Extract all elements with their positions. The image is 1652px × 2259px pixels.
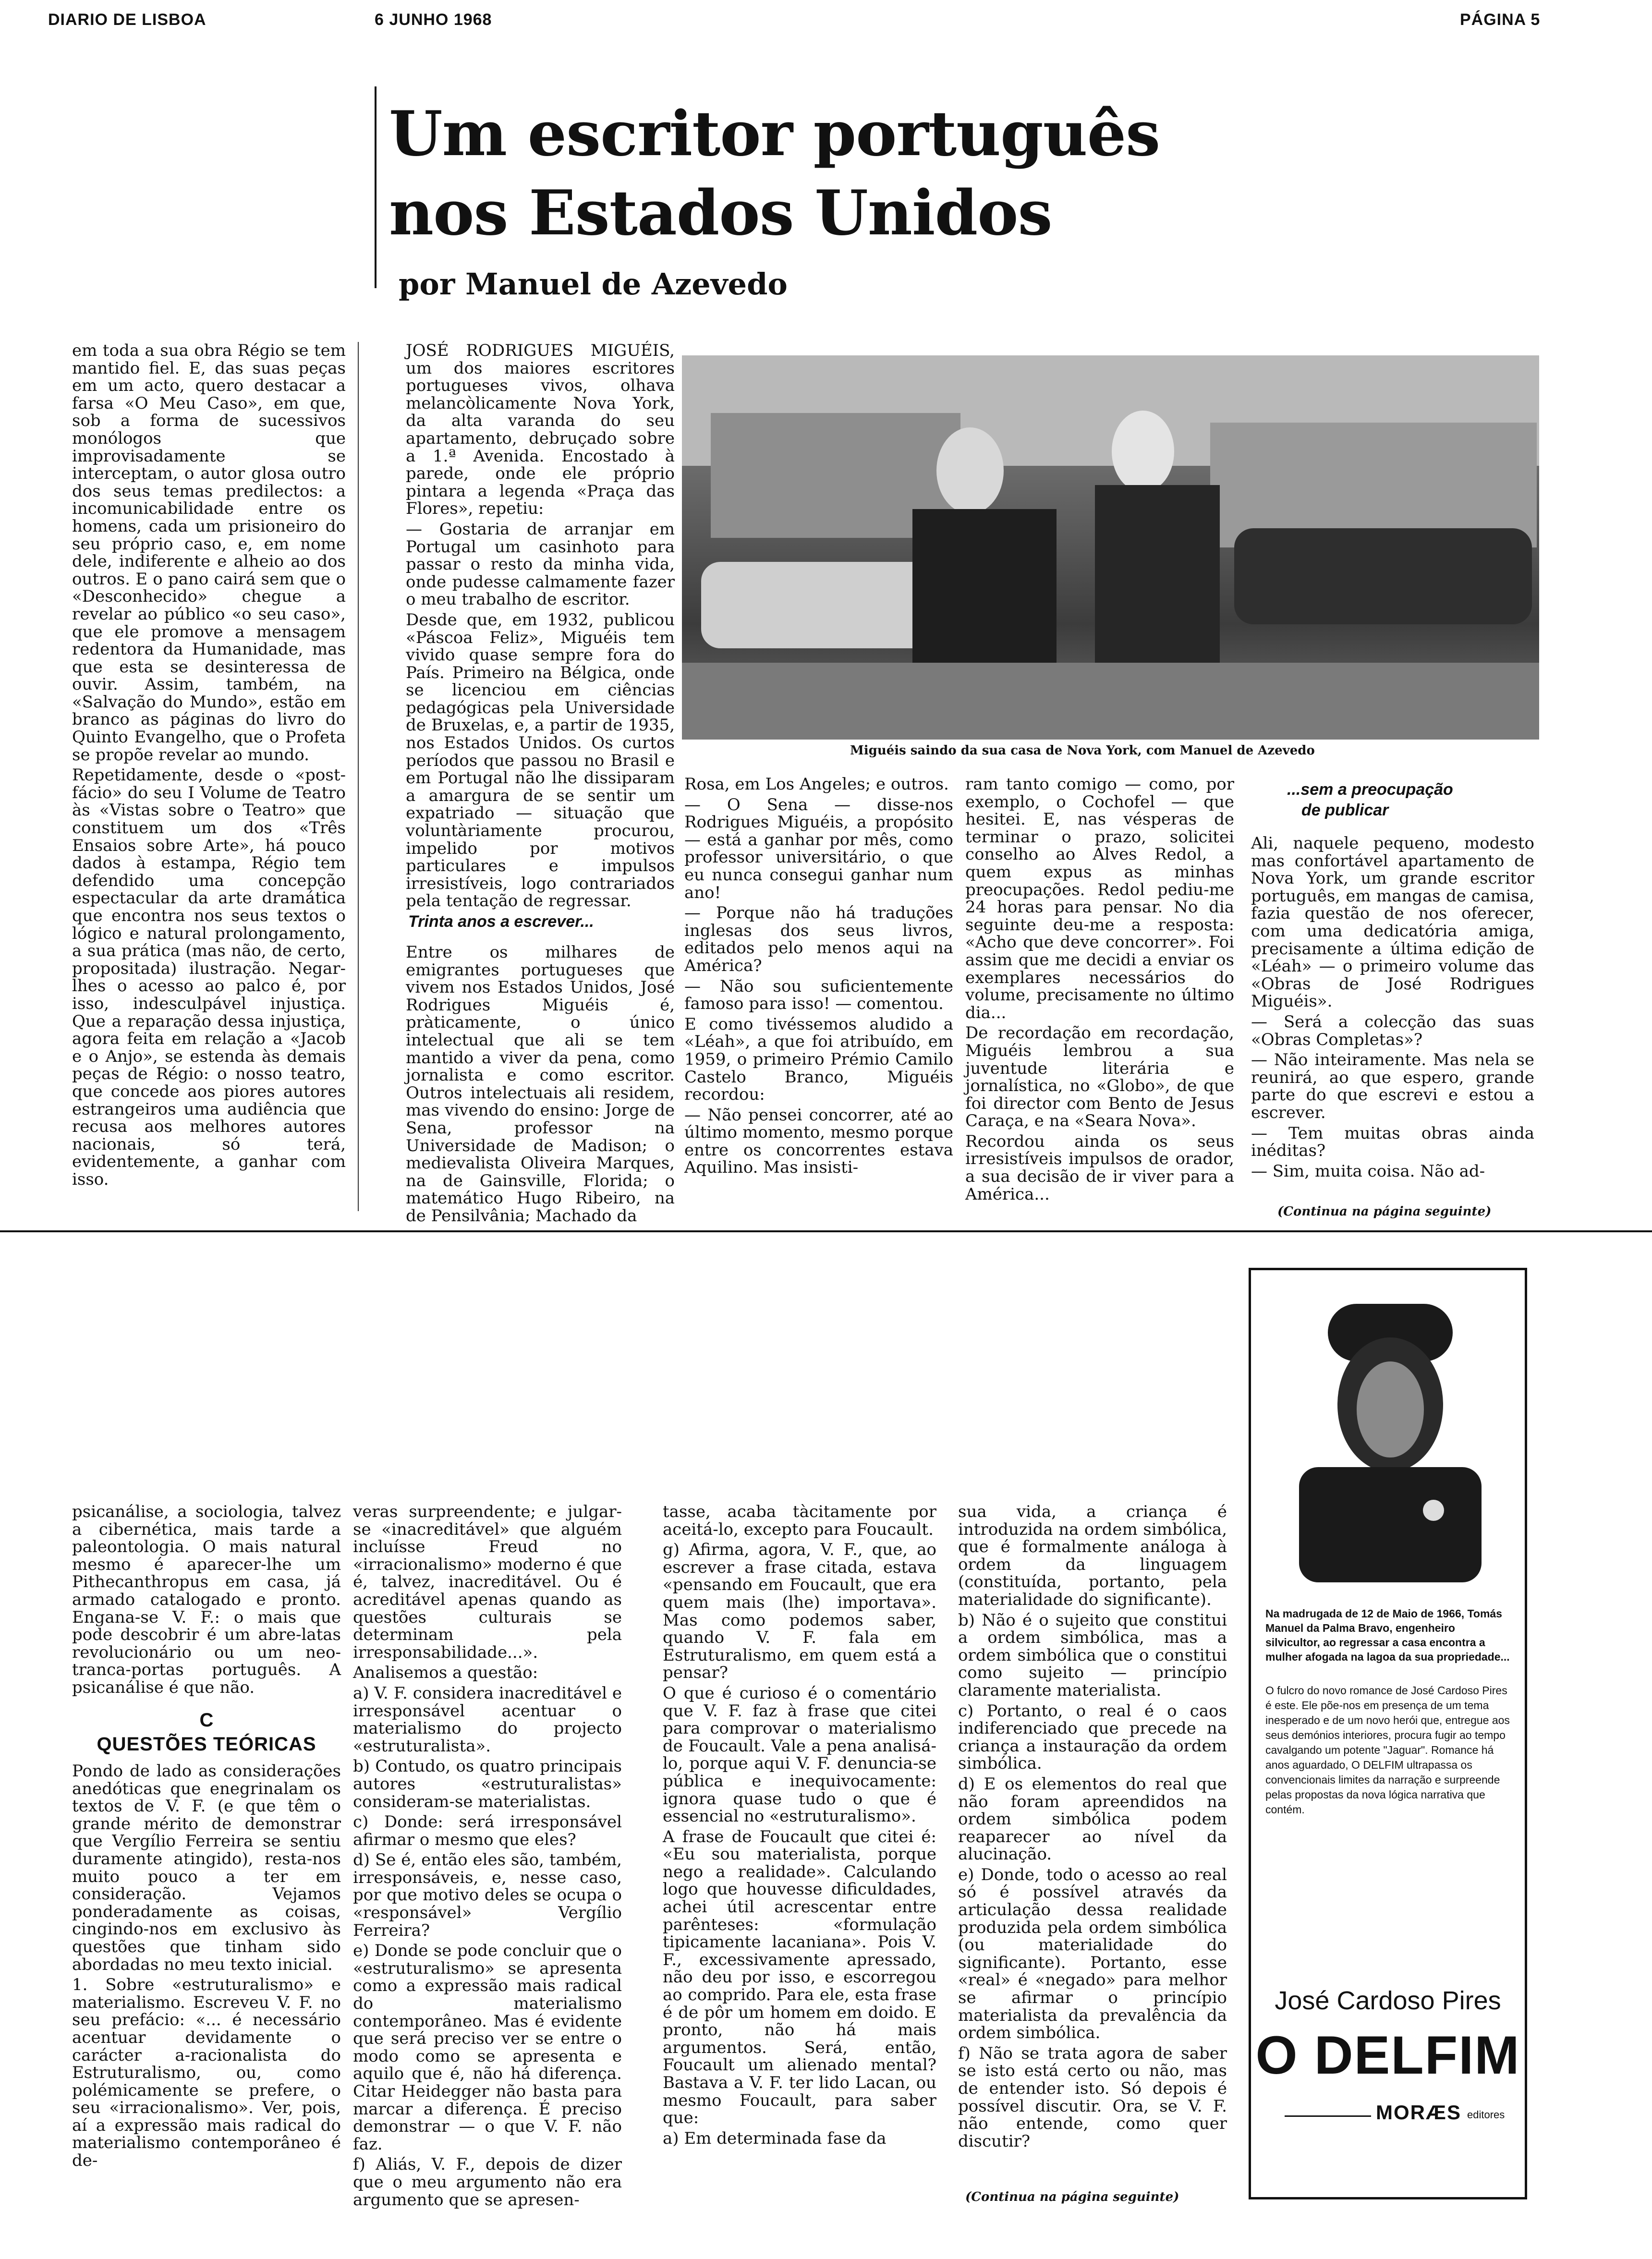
paragraph: O que é curioso é o comentário que V. F. faz à frase que citei para comprovar o materialismo de Foucault. Vale a pena analisá-lo, porque aqui V. F. denuncia-se pública e inequivocamente: ignora quase tudo o que é essencial no «estruturalismo». bbox=[663, 1683, 936, 1826]
paragraph: e) Donde, todo o acesso ao real só é possível através da articulação dessa realidade produzida pela ordem simbólica (ou materialidade do significante). Portanto, esse «real» é «negado» para melhor se afirmar o princípio materialista da prevalência da ordem simbólica. bbox=[958, 1865, 1227, 2043]
photo-migueis-azevedo bbox=[682, 355, 1539, 740]
essay-continued-note: (Continua na página seguinte) bbox=[965, 2190, 1179, 2204]
paragraph: ram tanto comigo — como, por exemplo, o Cochofel — que hesitei. E, nas vésperas de terminar o prazo, solicitei conselho ao Alves Redol, a quem expus as minhas preocupações. Redol pediu-me 24 horas para pensar. No dia seguinte deu-me a resposta: «Acho que deve concorrer». Foi assim que me decidi a enviar os exemplares necessários do volume, precisamente no último dia... bbox=[965, 775, 1234, 1022]
paragraph: d) E os elementos do real que não foram apreendidos na ordem simbólica podem reaparecer ao nível da alucinação. bbox=[958, 1774, 1227, 1864]
paragraph: — O Sena — disse-nos Rodrigues Miguéis, a propósito — está a ganhar por mês, como professor universitário, o que eu nunca consegui ganhar num ano! bbox=[684, 795, 953, 902]
advert-caption: Na madrugada de 12 de Maio de 1966, Tomás Manuel da Palma Bravo, engenheiro silvicultor, ao regressar a casa encontra a mulher afogada na lagoa da sua propriedade... bbox=[1265, 1607, 1510, 1663]
advert-portrait-illustration bbox=[1261, 1285, 1515, 1582]
paragraph: a) V. F. considera inacreditável e irresponsável acentuar o materialismo do projecto «estruturalista». bbox=[353, 1683, 622, 1756]
article-separator-rule bbox=[0, 1230, 1652, 1232]
article-column-1 bbox=[72, 342, 346, 1206]
essay-column-d bbox=[958, 1503, 1227, 2185]
essay-column-a-bottom bbox=[72, 1762, 341, 2223]
headline-line-1: Um escritor português bbox=[389, 98, 1160, 170]
paragraph: Repetidamente, desde o «post-fácio» do seu I Volume de Teatro às «Vistas sobre o Teatro» que constituem um dos «Três Ensaios sobre Arte», há pouco dados à estampa, Régio tem defendido uma concepção espectacular da arte dramática que encontra nos seus textos o lógico e natural prolongamento, a sua prática (mas não, de certo, propositada) ilustração. Negar-lhes o acesso ao palco é, por isso, indesculpável injustiça. Que a reparação dessa injustiça, agora feita em relação a «Jacob e o Anjo», se estenda às demais peças de Régio: o nosso teatro, que concede aos piores autores estrangeiros uma audiência que recusa aos melhores autores nacionais, só terá, evidentemente, a ganhar com isso. bbox=[72, 765, 346, 1189]
paragraph: b) Contudo, os quatro principais autores «estruturalistas» consideram-se materialistas. bbox=[353, 1757, 622, 1811]
section-title: QUESTÕES TEÓRICAS bbox=[97, 1734, 316, 1755]
advert-publisher-suffix: editores bbox=[1467, 2109, 1505, 2121]
paragraph: c) Donde: será irresponsável afirmar o mesmo que eles? bbox=[353, 1812, 622, 1849]
paragraph: veras surpreendente; e julgar-se «inacreditável» que alguém incluísse Freud no «irracionalismo» moderno é que é, talvez, inacreditável. Ou é acreditável apenas quando as questões culturais se determinam pela irresponsabilidade...». bbox=[353, 1502, 622, 1662]
headline-rule bbox=[375, 86, 377, 288]
paragraph: — Porque não há traduções inglesas dos seus livros, editados pelo menos aqui na América? bbox=[684, 903, 953, 975]
paragraph: e) Donde se pode concluir que o «estruturalismo» se apresenta como a expressão mais radical do materialismo contemporâneo. Mas é evidente que será preciso ver se entre o modo como se apresenta e aquilo que é, não há diferença. Citar Heidegger não basta para marcar a diferença. É preciso demonstrar — o que V. F. não faz. bbox=[353, 1941, 622, 2154]
paragraph: — Não pensei concorrer, até ao último momento, mesmo porque entre os concorrentes estava Aquilino. Mas insisti- bbox=[684, 1105, 953, 1178]
essay-column-c bbox=[663, 1503, 936, 2228]
advert-text: O fulcro do novo romance de José Cardoso Pires é este. Ele põe-nos em presença de um tema inesperado e de um novo herói que, entregue aos seus demónios interiores, procura fugir ao tempo cavalgando um potente "Jaguar". Romance há anos aguardado, O DELFIM ultrapassa os convencionais limites da narração e surpreende pelas propostas da nova lógica narrativa que contém. bbox=[1265, 1684, 1510, 1816]
paragraph: psicanálise, a sociologia, talvez a cibernética, mais tarde a paleontologia. O mais natural mesmo é aparecer-lhe um Pithecanthropus em casa, já armado catalogado e pronto. Engana-se V. F.: o mais que pode descobrir é um abre-latas revolucionário ou um neo-tranca-portas português. A psicanálise é que não. bbox=[72, 1502, 341, 1697]
subhead-sem-preocupacao-1: ...sem a preocupação bbox=[1287, 780, 1453, 799]
paragraph: sua vida, a criança é introduzida na ordem simbólica, que é formalmente análoga à ordem da linguagem (constituída, portanto, pela materialidade do significante). bbox=[958, 1502, 1227, 1609]
paragraph: tasse, acaba tàcitamente por aceitá-lo, excepto para Foucault. bbox=[663, 1502, 936, 1539]
masthead-page: PÁGINA 5 bbox=[1460, 11, 1541, 29]
paragraph: em toda a sua obra Régio se tem mantido fiel. E, das suas peças em um acto, quero destacar a farsa «O Meu Caso», em que, sob a forma de sucessivos monólogos que improvisadamente se interceptam, o autor glosa outro dos seus temas predilectos: a incomunicabilidade entre os homens, cada um prisioneiro do seu próprio caso, e, em nome dele, indiferente e alheio ao dos outros. E o pano cairá sem que o «Desconhecido» chegue a revelar ao público «o seu caso», que ele promove a mensagem redentora da Humanidade, mas que esta se desinteressa de ouvir. Assim, também, na «Salvação do Mundo», estão em branco as páginas do livro do Quinto Evangelho, que o Profeta se propõe revelar ao mundo. bbox=[72, 341, 346, 765]
essay-column-b bbox=[353, 1503, 622, 2228]
paragraph: Recordou ainda os seus irresistíveis impulsos de orador, a sua decisão de ir viver para a América... bbox=[965, 1131, 1234, 1204]
paragraph: f) Não se trata agora de saber se isto está certo ou não, mas de entender isto. Só depois é possível discutir. Ora, se V. F. não entende, como quer discutir? bbox=[958, 2043, 1227, 2151]
byline: por Manuel de Azevedo bbox=[399, 267, 788, 302]
masthead-date: 6 JUNHO 1968 bbox=[375, 11, 492, 29]
paragraph: — Tem muitas obras ainda inéditas? bbox=[1251, 1123, 1534, 1161]
paragraph: JOSÉ RODRIGUES MIGUÉIS, um dos maiores escritores portugueses vivos, olhava melancòlicamente Nova York, da alta varanda do seu apartamento, debruçado sobre a 1.ª Avenida. Encostado à parede, onde ele próprio pintara a legenda «Praça das Flores», repetiu: bbox=[406, 341, 675, 519]
paragraph: Rosa, em Los Angeles; e outros. bbox=[684, 775, 949, 794]
photo-illustration bbox=[682, 355, 1539, 740]
paragraph: d) Se é, então eles são, também, irresponsáveis, e, nesse caso, por que motivo deles se ocupa o «responsável» Vergílio Ferreira? bbox=[353, 1850, 622, 1940]
article-continued-note: (Continua na página seguinte) bbox=[1277, 1204, 1492, 1219]
advert-book-title: O DELFIM bbox=[1255, 2025, 1520, 2085]
paragraph: Pondo de lado as considerações anedóticas que enegrinalam os textos de V. F. (e que têm o grande mérito de demonstrar que Vergílio Ferreira se sentiu duramente atingido), resta-nos muito pouco a ter em consideração. Vejamos ponderadamente as coisas, cingindo-nos em exclusivo às questões que tinham sido abordadas no meu texto inicial. bbox=[72, 1761, 341, 1974]
article-column-2-top bbox=[406, 342, 675, 909]
advert-publisher-rule bbox=[1285, 2115, 1371, 2117]
essay-column-a-top bbox=[72, 1503, 341, 1743]
article-column-4 bbox=[965, 776, 1234, 1210]
paragraph: De recordação em recordação, Miguéis lembrou a sua juventude literária e jornalística, no «Globo», de que foi director com Bento de Jesus Caraça, e na «Seara Nova». bbox=[965, 1023, 1234, 1131]
paragraph: Entre os milhares de emigrantes portugueses que vivem nos Estados Unidos, José Rodrigues Miguéis é, pràticamente, o único intelectual que ali se tem mantido a viver da pena, como jornalista e como escritor. Outros intelectuais ali residem, mas vivendo do ensino: Jorge de Sena, professor na Universidade de Madison; o medievalista Oliveira Marques, na de Gainsville, Florida; o matemático Hugo Ribeiro, na de Pensilvânia; Machado da bbox=[406, 943, 675, 1226]
paragraph: a) Em determinada fase da bbox=[663, 2128, 887, 2148]
paragraph: Analisemos a questão: bbox=[353, 1663, 538, 1683]
photo-caption: Miguéis saindo da sua casa de Nova York, com Manuel de Azevedo bbox=[850, 743, 1315, 758]
paragraph: A frase de Foucault que citei é: «Eu sou materialista, porque nego a realidade». Calculando logo que houvesse dificuldades, achei útil acrescentar entre parênteses: «formulação tipicamente lacaniana». Pois V. F., excessivamente apressado, não deu por isso, e escorregou ao comprido. Para ele, esta frase é de pôr um homem em doido. E pronto, não há mais argumentos. Será, então, Foucault um alienado mental? Bastava a V. F. ter lido Lacan, ou mesmo Foucault, para saber que: bbox=[663, 1827, 936, 2128]
paragraph: E como tivéssemos aludido a «Léah», a que foi atribuído, em 1959, o primeiro Prémio Camilo Castelo Branco, Miguéis recordou: bbox=[684, 1014, 953, 1105]
paragraph: — Não inteiramente. Mas nela se reunirá, ao que espero, grande parte do que escrevi e estou a escrever. bbox=[1251, 1050, 1534, 1122]
paragraph: — Gostaria de arranjar em Portugal um casinhoto para passar o resto da minha vida, onde pudesse calmamente fazer o meu trabalho de escritor. bbox=[406, 519, 675, 609]
paragraph: f) Aliás, V. F., depois de dizer que o meu argumento não era argumento que se apresen- bbox=[353, 2155, 622, 2210]
section-letter: C bbox=[199, 1710, 214, 1731]
subhead-trinta-anos: Trinta anos a escrever... bbox=[408, 912, 594, 931]
paragraph: c) Portanto, o real é o caos indiferenciado que precede na criança a instauração da ordem simbólica. bbox=[958, 1701, 1227, 1773]
headline-line-2: nos Estados Unidos bbox=[389, 177, 1052, 249]
advert-author: José Cardoso Pires bbox=[1275, 1986, 1501, 2015]
paragraph: Desde que, em 1932, publicou «Páscoa Feliz», Miguéis tem vivido quase sempre fora do País. Primeiro na Bélgica, onde se licenciou em ciências pedagógicas pela Universidade de Bruxelas, e, a partir de 1935, nos Estados Unidos. Os curtos períodos que passou no Brasil e em Portugal não lhe dissiparam a amargura de se sentir um expatriado — situação que voluntàriamente procurou, impelido por motivos particulares e impulsos irresistíveis, logo contrariados pela tentação de regressar. bbox=[406, 610, 675, 911]
article-column-3 bbox=[684, 776, 953, 1210]
article-column-5 bbox=[1251, 834, 1534, 1181]
paragraph: Ali, naquele pequeno, modesto mas confortável apartamento de Nova York, um grande escritor português, em mangas de camisa, fazia questão de nos oferecer, com uma dedicatória amiga, precisamente a última edição de «Léah» — o primeiro volume das «Obras de José Rodrigues Miguéis». bbox=[1251, 834, 1534, 1011]
paragraph: — Será a colecção das suas «Obras Completas»? bbox=[1251, 1012, 1534, 1049]
book-advert bbox=[1249, 1268, 1527, 2199]
subhead-sem-preocupacao-2: de publicar bbox=[1301, 801, 1389, 819]
paragraph: — Não sou suficientemente famoso para isso! — comentou. bbox=[684, 976, 953, 1014]
advert-publisher: MORÆS bbox=[1376, 2101, 1461, 2124]
paragraph: g) Afirma, agora, V. F., que, ao escrever a frase citada, estava «pensando em Foucault, que era quem mais (lhe) importava». Mas como podemos saber, quando V. F. fala em Estruturalismo, em quem está a pensar? bbox=[663, 1540, 936, 1683]
paragraph: — Sim, muita coisa. Não ad- bbox=[1251, 1161, 1485, 1181]
paragraph: 1. Sobre «estruturalismo» e materialismo. Escreveu V. F. no seu prefácio: «... é necessário acentuar devidamente o carácter a-racionalista do Estruturalismo, ou, como polémicamente se prefere, o seu «irracionalismo». Ver, pois, aí a expressão mais radical do materialismo contemporâneo é de- bbox=[72, 1975, 341, 2171]
article-column-2-bottom bbox=[406, 943, 675, 1226]
column-divider bbox=[358, 342, 359, 1211]
masthead-paper: DIARIO DE LISBOA bbox=[48, 11, 206, 29]
paragraph: b) Não é o sujeito que constitui a ordem simbólica, mas a ordem simbólica que o constitui como sujeito — princípio claramente materialista. bbox=[958, 1610, 1227, 1700]
